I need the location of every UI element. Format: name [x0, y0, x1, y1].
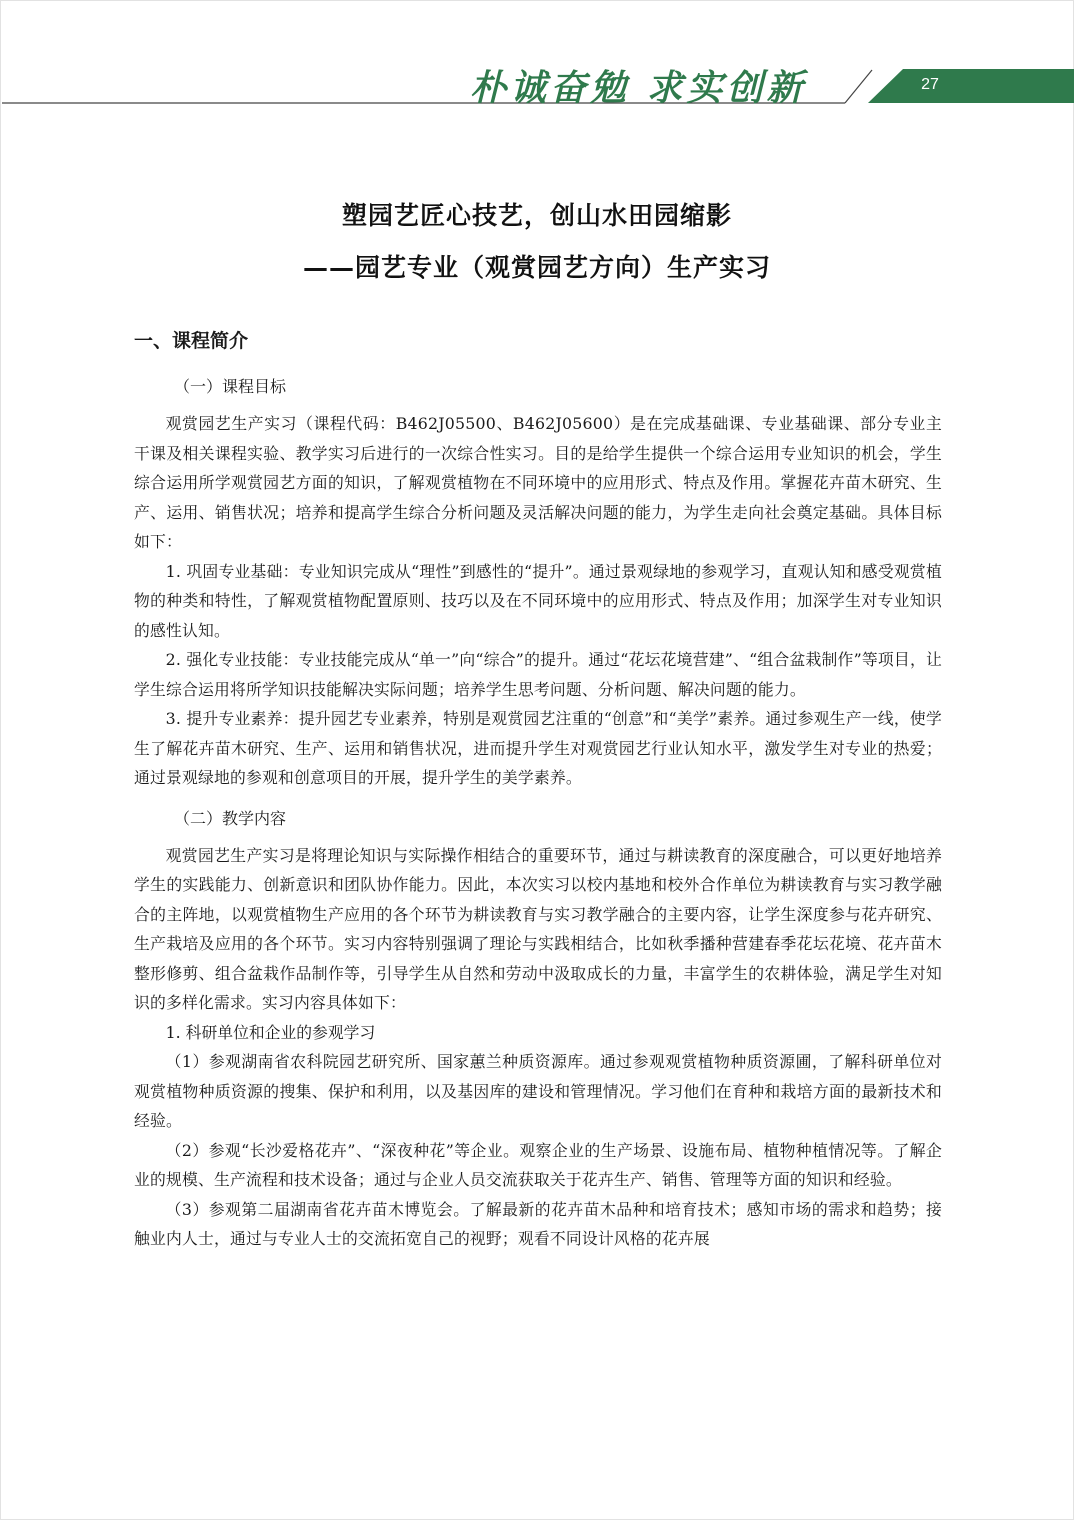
main-content	[134, 325, 942, 1254]
subsection-heading: （一）课程目标	[174, 377, 287, 396]
list-item: （3）参观第二届湖南省花卉苗木博览会。了解最新的花卉苗木品种和培育技术；感知市场的需求和趋势；接触业内人士，通过与专业人士的交流拓宽自己的视野；观看不同设计风格的花卉展	[134, 1199, 942, 1248]
doc-title: 塑园艺匠心技艺，创山水田园缩影	[341, 201, 732, 230]
list-item: （2）参观“长沙爱格花卉”、“深夜种花”等企业。观察企业的生产场景、设施布局、植物种植情况等。了解企业的规模、生产流程和技术设备；通过与企业人员交流获取关于花卉生产、销售、管理等方面的知识和经验。	[134, 1140, 942, 1189]
item-heading: 1. 科研单位和企业的参观学习	[165, 1022, 376, 1042]
paragraph: 2. 强化专业技能：专业技能完成从“单一”向“综合”的提升。通过“花坛花境营建”、“组合盆栽制作”等项目，让学生综合运用将所学知识技能解决实际问题；培养学生思考问题、分析问题、解决问题的能力。	[134, 650, 942, 699]
subsection-heading: （二）教学内容	[174, 808, 287, 828]
doc-subtitle: ——园艺专业（观赏园艺方向）生产实习	[302, 253, 771, 282]
section-heading: 一、课程简介	[134, 330, 249, 352]
paragraph: 观赏园艺生产实习（课程代码：B462J05500、B462J05600）是在完成基础课、专业基础课、部分专业主干课及相关课程实验、教学实习后进行的一次综合性实习。目的是给学生提供一个综合运用专业知识的机会，学生综合运用所学观赏园艺方面的知识，了解观赏植物在不同环境中的应用形式、特点及作用。掌握花卉苗木研究、生产、运用、销售状况；培养和提高学生综合分析问题及灵活解决问题的能力，为学生走向社会奠定基础。具体目标如下：	[134, 414, 942, 551]
list-item: （1）参观湖南省农科院园艺研究所、国家蕙兰种质资源库。通过参观观赏植物种质资源圃，了解科研单位对观赏植物种质资源的搜集、保护和利用，以及基因库的建设和管理情况。学习他们在育种和栽培方面的最新技术和经验。	[134, 1052, 942, 1130]
page-number: 27	[921, 76, 939, 93]
header-motto: 朴诚奋勉 求实创新	[470, 67, 807, 109]
page-number-tab	[868, 69, 1074, 103]
paragraph: 3. 提升专业素养：提升园艺专业素养，特别是观赏园艺注重的“创意”和“美学”素养。通过参观生产一线，使学生了解花卉苗木研究、生产、运用和销售状况，进而提升学生对观赏园艺行业认知水平，激发学生对专业的热爱；通过景观绿地的参观和创意项目的开展，提升学生的美学素养。	[134, 709, 942, 787]
paragraph: 观赏园艺生产实习是将理论知识与实际操作相结合的重要环节，通过与耕读教育的深度融合，可以更好地培养学生的实践能力、创新意识和团队协作能力。因此，本次实习以校内基地和校外合作单位为耕读教育与实习教学融合的主阵地，以观赏植物生产应用的各个环节为耕读教育与实习教学融合的主要内容，让学生深度参与花卉研究、生产栽培及应用的各个环节。实习内容特别强调了理论与实践相结合，比如秋季播种营建春季花坛花境、花卉苗木整形修剪、组合盆栽作品制作等，引导学生从自然和劳动中汲取成长的力量，丰富学生的农耕体验，满足学生对知识的多样化需求。实习内容具体如下：	[134, 845, 942, 1012]
header-slash	[845, 70, 872, 103]
paragraph: 1. 巩固专业基础：专业知识完成从“理性”到感性的“提升”。通过景观绿地的参观学习，直观认知和感受观赏植物的种类和特性，了解观赏植物配置原则、技巧以及在不同环境中的应用形式、特点及作用；加深学生对专业知识的感性认知。	[134, 561, 942, 640]
